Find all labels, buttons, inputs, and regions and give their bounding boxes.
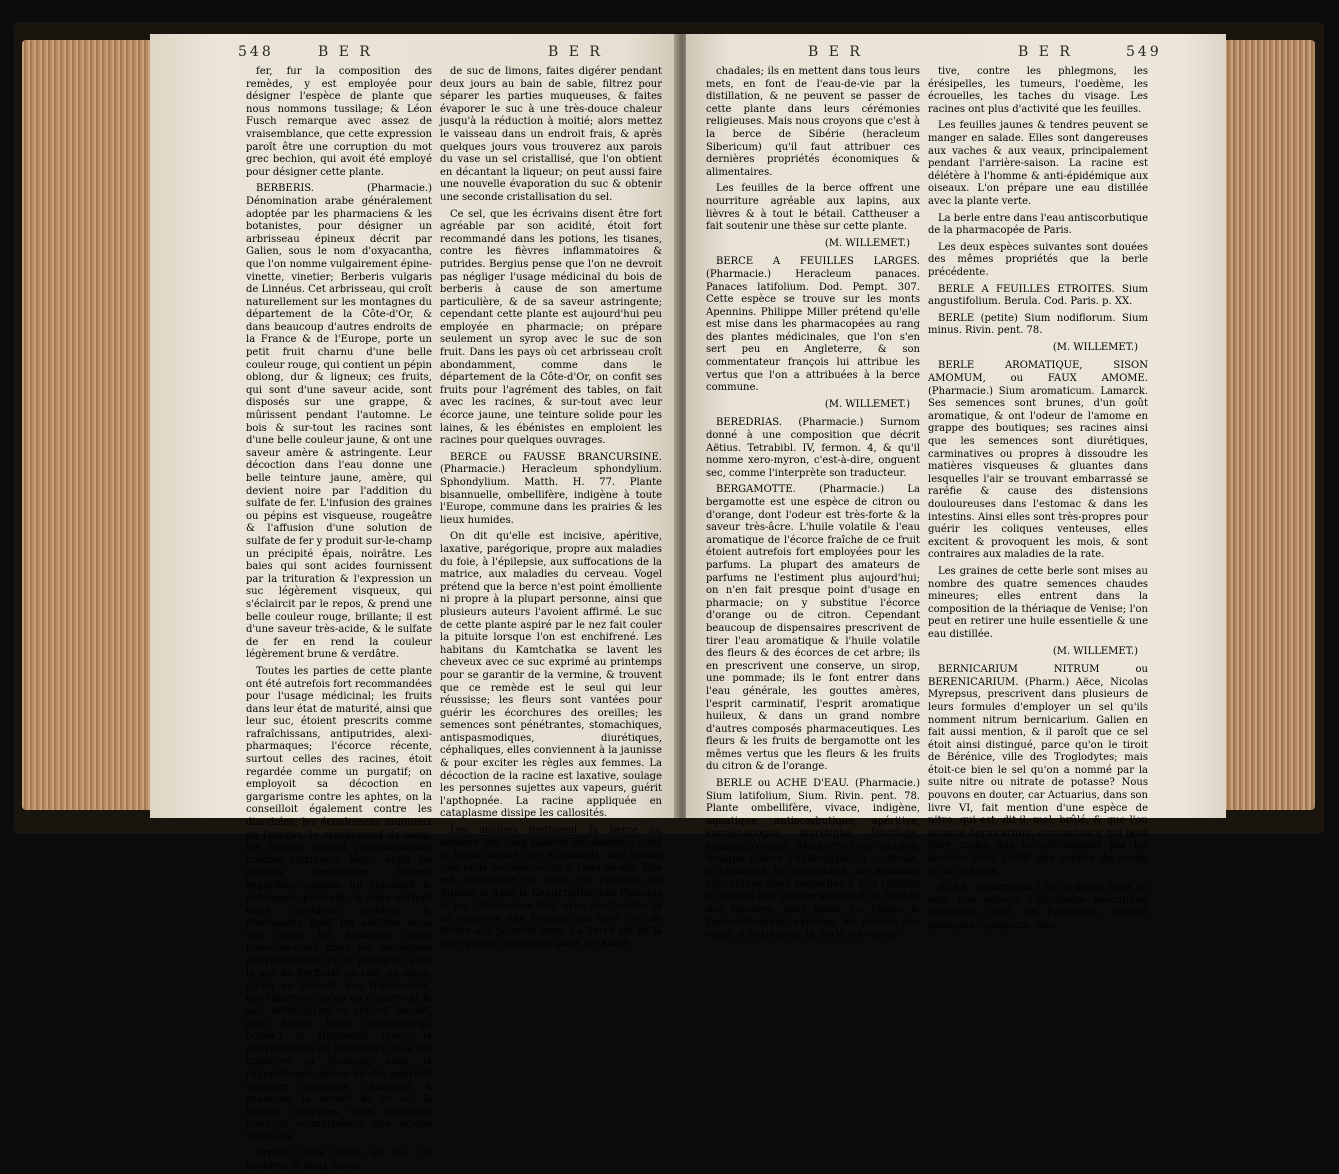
left-column-2 <box>440 66 662 950</box>
right-running-head-2: B E R <box>1018 44 1073 60</box>
paragraph: BERGAMOTTE. (Pharmacie.) La bergamotte est une espèce de citron ou d'orange, dont l'odeur est très-forte & la saveur très-âcre. L'huile volatile & l'eau aromatique de l'écorce fraîche de ce fruit étoient autrefois fort employées pour les parfums. La plupart des amateurs de parfums ne l'estiment plus aujourd'hui; on n'en fait presque point d'usage en pharmacie; on y substitue l'écorce d'orange ou de citron. Cependant beaucoup de dispensaires prescrivent de tirer l'eau aromatique & l'huile volatile des fleurs & des écorces de cet arbre; ils en prescrivent une conserve, un sirop, une pommade; ils le font entrer dans l'eau générale, les gouttes amères, l'esprit carminatif, l'esprit aromatique huileux, & dans un grand nombre d'autres composés pharmaceutiques. Les fleurs & les fruits de bergamotte ont les mêmes vertus que les fleurs & les fruits du citron & de l'orange. <box>706 484 920 773</box>
paragraph: BERLE (petite) Sium nodiflorum. Sium minus. Rivin. pent. 78. <box>928 312 1148 337</box>
paragraph: BERNICARIUM NITRUM ou BERENICARIUM. (Pharm.) Aëce, Nicolas Myrepsus, prescrivent dans plusieurs de leurs formules d'employer un sel qu'ils nomment nitrum bernicarium. Galien en fait aussi mention, & il paroît que ce sel étoit ainsi distingué, parce qu'on le tiroit de Bérénice, ville des Troglodytes; mais étoit-ce bien le sel qu'on a nommé par la suite nitre ou nitrate de potasse? Nous pouvons en douter, car Actuarius, dans son livre VI, fait mention d'une espèce de nitre, qui est, dit-il, mol, brûlé, & que l'on nomme bernicarium, circonstance qui peut faire croire que ce sel désigné par les anciens étoit plutôt une espèce de soude ou de potasse. <box>928 664 1148 877</box>
left-running-head-1: B E R <box>318 44 373 60</box>
paragraph: fer, fur la composition des remèdes, y est employée pour désigner l'espèce de plante que nous nommons tussilage; & Léon Fusch remarque avec assez de vraisemblance, que cette expression paroît être une corruption du mot grec bechion, qui avoit été employé pour désigner cette plante. <box>246 66 432 178</box>
author-signature: (M. WILLEMET.) <box>1052 645 1138 657</box>
author-signature: (M. WILLEMET.) <box>824 398 910 410</box>
paragraph: BERCE ou FAUSSE BRANCURSINE. (Pharmacie.) Heracleum sphondylium. Sphondylium. Matth. H. 77. Plante bisannuelle, ombellifère, indigène à toute l'Europe, commune dans les prairies & les lieux humides. <box>440 451 662 526</box>
paragraph: Les feuilles jaunes & tendres peuvent se manger en salade. Elles sont dangereuses aux vaches & aux veaux, principalement pendant l'arrière-saison. La racine est délétère à l'homme & anti-épidémique aux oiseaux. L'on prépare une eau distillée avec la plante verte. <box>928 120 1148 207</box>
paragraph: BERLE A FEUILLES ETROITES. Sium angustifolium. Berula. Cod. Paris. p. XX. <box>928 283 1148 308</box>
paragraph: Les graines de cette berle sont mises au nombre des quatre semences chaudes mineures; elles entrent dans la composition de la thériaque de Venise; l'on peut en retirer une huile essentielle & une eau distillée. <box>928 565 1148 640</box>
paragraph: BERLE ou ACHE D'EAU. (Pharmacie.) Sium latifolium, Sium. Rivin. pent. 78. Plante ombellifère, vivace, indigène, aquatique, antiscorbutique, apéritive, emménagogue, diurétique, fébrifuge, antinéphrétique, désobstructive, incisive, tonique contre l'hydropisie, la cachexie, le chlorosis, la dyssenterie, les maladies chroniques dans lesquelles il faut rétablir le ressort des parties solides & la fluidité des liquides, pour hâter les règles & l'accouchement, expulser les calculs des reins. A l'extérieur, la berle est résolu- <box>706 778 920 941</box>
right-column-2 <box>928 66 1148 931</box>
page-edges-left <box>22 40 152 810</box>
paragraph: BERBERIS. (Pharmacie.) Dénomination arabe généralement adoptée par les pharmaciens & les botanistes, pour désigner un arbrisseau épineux décrit par Galien, sous le nom d'oxyacantha, que l'on nomme vulgairement épine-vinette, vinetier; Berberis vulgaris de Linnéus. Cet arbrisseau, qui croît naturellement sur les montagnes du département de la Côte-d'Or, & dans beaucoup d'autres endroits de la France & de l'Europe, porte un petit fruit charnu d'une belle couleur rouge, qui contient un pépin oblong, dur & ligneux; ces fruits, qui sont d'une saveur acide, sont disposés sur une grappe, & mûrissent pendant l'automne. Le bois & sur-tout les racines sont d'une belle couleur jaune, & ont une saveur amère & astringente. Leur décoction dans l'eau donne une belle teinture jaune, amère, qui devient noire par l'addition du sulfate de fer. L'infusion des graines ou pépins est visqueuse, rougeâtre & l'affusion d'une solution de sulfate de fer y produit sur-le-champ un précipité épais, noirâtre. Les baies qui sont acides fournissent par la trituration & l'expression un suc légèrement visqueux, qui s'éclaircit par le repos, & prend une belle couleur rouge, brillante; il est d'une saveur très-acide, & le sulfate de fer en rend la couleur légèrement brune & verdâtre. <box>246 183 433 661</box>
paragraph: BERCE A FEUILLES LARGES. (Pharmacie.) Heracleum panaces. Panaces latifolium. Dod. Pempt. 307. Cette espèce se trouve sur les monts Apennins. Philippe Miller prétend qu'elle est mise dans les pharmacopées au rang des plantes médicinales, que l'on s'en sert peu en Angleterre, & son commentateur françois lui attribue les vertus que l'on a attribuées à la berce commune. <box>706 256 920 394</box>
paragraph: Les deux espèces suivantes sont douées des mêmes propriétés que la berle précédente. <box>928 241 1148 278</box>
paragraph: Les anciens mettoient la berce au nombre des cinq plantes émollientes; c'est la branc-ursine des Allemands: elle donne une belle couleur verte à l'eau-de-vie. Elle est comestible en Italie, en Pologne, en Sibérie & dans le Kamtchatka. Les Polonois & les Lithuaniens font avec ses feuilles & sa semence une boisson qui tient lieu de bierre aux pauvres gens. La berce est de la plus grande ressource pour les Kamt- <box>440 825 662 950</box>
right-column-1 <box>706 66 920 941</box>
paragraph: de suc de limons, faites digérer pendant deux jours au bain de sable, filtrez pour séparer les parties muqueuses, & faites évaporer le suc à une très-douce chaleur jusqu'à la réduction à moitié; alors mettez le vaisseau dans un endroit frais, & après quelques jours vous trouverez aux parois du vase un sel cristallisé, que l'on obtient en décantant la liqueur; on peut aussi faire une nouvelle évaporation du suc & obtenir une seconde cristallisation du sel. <box>440 66 662 203</box>
paragraph: Ce sel, que les écrivains disent être fort agréable par son acidité, étoit fort recommandé dans les potions, les tisanes, contre les fièvres inflammatoires & putrides. Bergius pense que l'on ne devroit pas négliger l'usage médicinal du bois de berberis à cause de son amertume particulière, & de sa saveur astringente; cependant cette plante est aujourd'hui peu employée en pharmacie; on prépare seulement un syrop avec le suc de son fruit. Dans les pays où cet arbrisseau croît abondamment, comme dans le département de la Côte-d'Or, on confit ses fruits pour l'agrément des tables, on fait avec les racines, & sur-tout avec leur écorce jaune, une teinture solide pour les laines, & les ébénistes en emploient les racines pour quelques ouvrages. <box>440 208 662 447</box>
paragraph: Les feuilles de la berce offrent une nourriture agréable aux lapins, aux lièvres & à tout le bétail. Cattheuser a fait soutenir une thèse sur cette plante. <box>706 183 920 233</box>
left-running-head-2: B E R <box>548 44 603 60</box>
right-page-number: 549 <box>1126 44 1162 60</box>
author-signature: (M. WILLEMET.) <box>824 237 910 249</box>
paragraph: Toutes les parties de cette plante ont été autrefois fort recommandées pour l'usage médicinal; les fruits dans leur état de maturité, ainsi que leur suc, étoient prescrits comme rafraîchissans, antiputrides, alexi-pharmaques; l'écorce récente, surtout celles des racines, étoit regardée comme un purgatif; on employoit sa décoction en gargarisme contre les aphtes, on la conseilloit également contre les diarrhées, les écoulemens muqueux de l'uterus, le crachement de sang; les feuilles étoient recommandées comme astringent léger, enfin les graines desséchées étoient regardées comme un roborant & astringent puissant, & elles entrent dans quelques poudres & électuaires dont les anciens nous ont laissé les formules; aussi trouvons-nous dans les anciennes pharmacopées qu'on préparoit avec le suc de berberis un rob, un sirop, qu'on en formoit des trochisques, des tablettes, qu'on en conservoit le suc, enfin qu'on en retiroit un sel, dont Simon Pauli (quadripartit. botan.) & Hoffmann (dans la pharmacopée de Schroder) nous ont conservé la formule; nous la rapporterons, parce qu'elle pourroit engager quelques chimistes à examiner la nature de ce sel & fournir quelques vues nouvelles pour la connoissance des acides végétaux. <box>246 665 432 1143</box>
paragraph: tive, contre les phlegmons, les érésipelles, les tumeurs, l'oedème, les écrouelles, les taches du visage. Les racines ont plus d'activité que les feuilles. <box>928 66 1148 115</box>
paragraph: BERLE AROMATIQUE, SISON AMOMUM, ou FAUX AMOME. (Pharmacie.) Sium aromaticum. Lamarck. Ses semences sont brunes, d'un goût aromatique, & ont l'odeur de l'amome en grappe des boutiques; ses racines ainsi que les semences sont diurétiques, carminatives ou propres à dissoudre les matières visqueuses & gluantes dans lesquelles l'air se trouvant embarrassé se raréfie & cause des distensions douloureuses dans l'estomac & dans les intestins. Ainsi elles sont très-propres pour guérir les coliques venteuses, elles excitent & provoquent les mois, & sont contraires aux maladies de la rate. <box>928 360 1148 561</box>
right-running-head-1: B E R <box>808 44 863 60</box>
paragraph: On dit qu'elle est incisive, apéritive, laxative, parégorique, propre aux maladies du foie, à l'épilepsie, aux suffocations de la matrice, aux maladies du cerveau. Vogel prétend que la berce n'est point émolliente ni propre à la plupart personne, ainsi que plusieurs auteurs l'avoient affirmé. Le suc de cette plante aspiré par le nez fait couler la pituite lorsque l'on est enchifrené. Les habitans du Kamtchatka se lavent les cheveux avec ce suc exprimé au printemps pour se garantir de la vermine, & trouvent que ce remède est le seul qui leur réussisse; les fleurs sont vantées pour guérir les écorchures des oreilles; les semences sont pénétrantes, stomachiques, antispasmodiques, diurétiques, céphaliques, elles conviennent à la jaunisse & pour exciter les règles aux femmes. La décoction de la racine est laxative, soulage les personnes sujettes aux vapeurs, guérit l'apthopnée. La racine appliquée en cataplasme dissipe les callosités. <box>440 531 662 820</box>
left-column-1 <box>246 66 433 1173</box>
author-signature: (M. WILLEMET.) <box>1052 341 1138 353</box>
paragraph: BEREDRIAS. (Pharmacie.) Surnom donné à une composition que décrit Aëtius. Tetrabibl. IV, fermon. 4, & qu'il nomme xero-myron, c'est-à-dire, onguent sec, comme l'interprète son traducteur. <box>706 417 920 479</box>
paragraph: La berle entre dans l'eau antiscorbutique de la pharmacopée de Paris. <box>928 212 1148 237</box>
paragraph: BERS. (Pharmacie.) On a décrit sous ce nom une espèce d'électuaire narcotique stimulant, dont les Egyptiens, suivant quelques voyageurs, font <box>928 882 1148 931</box>
paragraph: chadales; ils en mettent dans tous leurs mets, en font de l'eau-de-vie par la distillation, & ne peuvent se passer de cette plante dans leurs cérémonies religieuses. Mais nous croyons que c'est à la berce de Sibérie (heracleum Sibericum) qu'il faut attribuer ces dernières propriétés économiques & alimentaires. <box>706 66 920 178</box>
page-edges-right <box>1225 40 1315 810</box>
left-page-number: 548 <box>238 44 274 60</box>
paragraph: Prenez deux livres de suc de berberis & deux onces <box>246 1148 432 1173</box>
